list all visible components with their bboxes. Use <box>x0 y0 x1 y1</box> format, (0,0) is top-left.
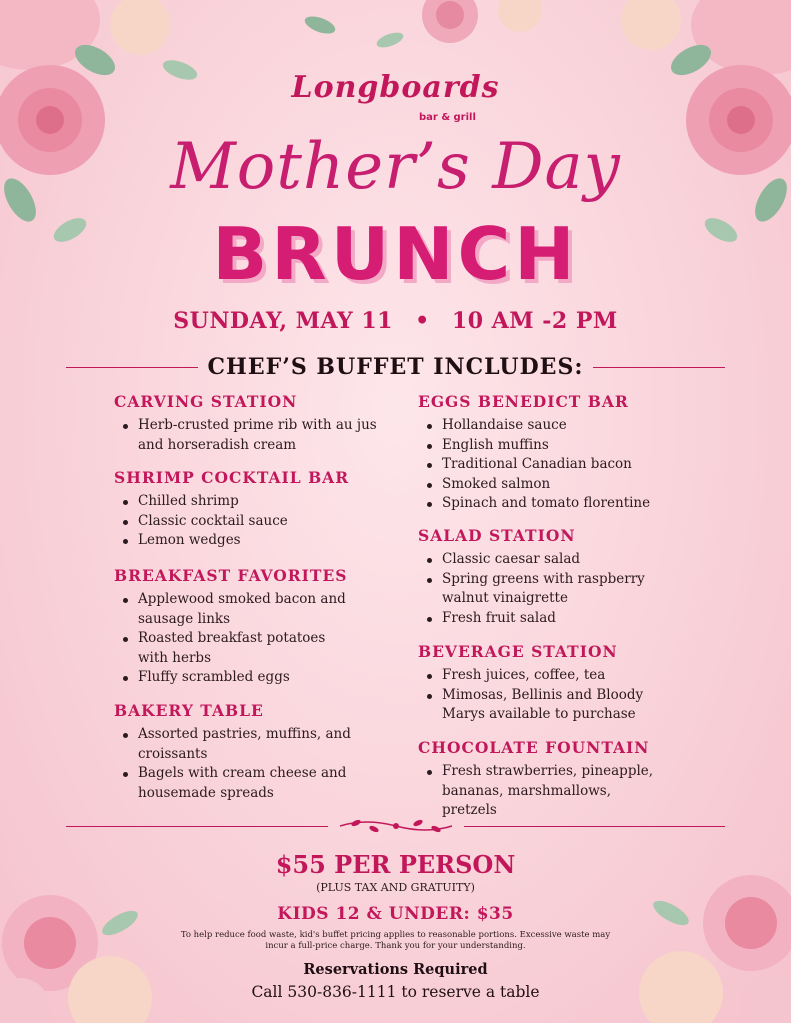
kids-price: KIDS 12 & UNDER: $35 <box>277 904 514 924</box>
menu-section-title: SHRIMP COCKTAIL BAR <box>114 468 350 487</box>
menu-section <box>114 392 404 455</box>
menu-item: Roasted breakfast potatoes with herbs <box>114 629 354 668</box>
buffet-header-text: CHEF’S BUFFET INCLUDES: <box>207 354 584 380</box>
menu-item: Herb-crusted prime rib with au jus and horseradish cream <box>114 416 404 455</box>
menu-item: Chilled shrimp <box>114 492 349 512</box>
waste-policy-note: To help reduce food waste, kid's buffet pricing applies to reasonable portions. Excessive waste may incur a full-price charge. Thank you for your understanding. <box>180 930 611 951</box>
menu-item: Spring greens with raspberry walnut vinaigrette <box>418 570 658 609</box>
menu-section-title: BREAKFAST FAVORITES <box>114 566 348 585</box>
menu-item: Hollandaise sauce <box>418 416 650 436</box>
reservations-phone: Call 530-836-1111 to reserve a table <box>251 983 540 1001</box>
menu-section <box>418 392 650 514</box>
menu-item: Fresh juices, coffee, tea <box>418 666 648 686</box>
menu-item: Smoked salmon <box>418 475 650 495</box>
menu-section-title: EGGS BENEDICT BAR <box>418 392 629 411</box>
reservations-title: Reservations Required <box>303 961 488 978</box>
menu-section <box>418 526 658 628</box>
menu-item: Classic cocktail sauce <box>114 512 349 532</box>
menu-section <box>418 738 668 821</box>
logo-name: Longboards <box>291 70 500 105</box>
date-separator: • <box>415 308 430 334</box>
menu-section <box>114 566 354 688</box>
buffet-header <box>66 350 725 384</box>
menu-item: English muffins <box>418 436 650 456</box>
menu-section <box>418 642 648 725</box>
divider-line <box>66 367 198 368</box>
ornament-divider <box>66 816 725 836</box>
event-time: 10 AM -2 PM <box>451 308 618 334</box>
menu-item: Spinach and tomato florentine <box>418 494 650 514</box>
menu-item: Mimosas, Bellinis and Bloody Marys available to purchase <box>418 686 648 725</box>
menu-section-title: BEVERAGE STATION <box>418 642 618 661</box>
adult-price: $55 PER PERSON <box>275 850 516 879</box>
menu-section-title: BAKERY TABLE <box>114 701 264 720</box>
menu-section-title: SALAD STATION <box>418 526 576 545</box>
menu-item: Fresh fruit salad <box>418 609 658 629</box>
title-script: Mother’s Day <box>170 130 621 204</box>
menu-section-title: CARVING STATION <box>114 392 298 411</box>
menu-item: Bagels with cream cheese and housemade spreads <box>114 764 364 803</box>
divider-line <box>593 367 725 368</box>
event-date-time <box>0 308 791 334</box>
menu-section-title: CHOCOLATE FOUNTAIN <box>418 738 650 757</box>
floral-ornament-icon <box>336 816 456 836</box>
menu-section <box>114 701 364 803</box>
restaurant-logo <box>0 70 791 105</box>
menu-item: Fluffy scrambled eggs <box>114 668 354 688</box>
logo-subtitle: bar & grill <box>419 112 476 123</box>
menu-item: Assorted pastries, muffins, and croissants <box>114 725 364 764</box>
event-date: SUNDAY, MAY 11 <box>173 308 393 334</box>
menu-item: Traditional Canadian bacon <box>418 455 650 475</box>
title-block: BRUNCH <box>212 212 579 296</box>
divider-line <box>66 826 328 827</box>
menu-item: Applewood smoked bacon and sausage links <box>114 590 354 629</box>
menu-item: Classic caesar salad <box>418 550 658 570</box>
rose-decoration-icon <box>220 0 571 60</box>
menu-section <box>114 468 349 551</box>
price-note: (PLUS TAX AND GRATUITY) <box>316 881 475 894</box>
menu-item: Lemon wedges <box>114 531 349 551</box>
divider-line <box>464 826 726 827</box>
menu-item: Fresh strawberries, pineapple, bananas, marshmallows, pretzels <box>418 762 668 821</box>
